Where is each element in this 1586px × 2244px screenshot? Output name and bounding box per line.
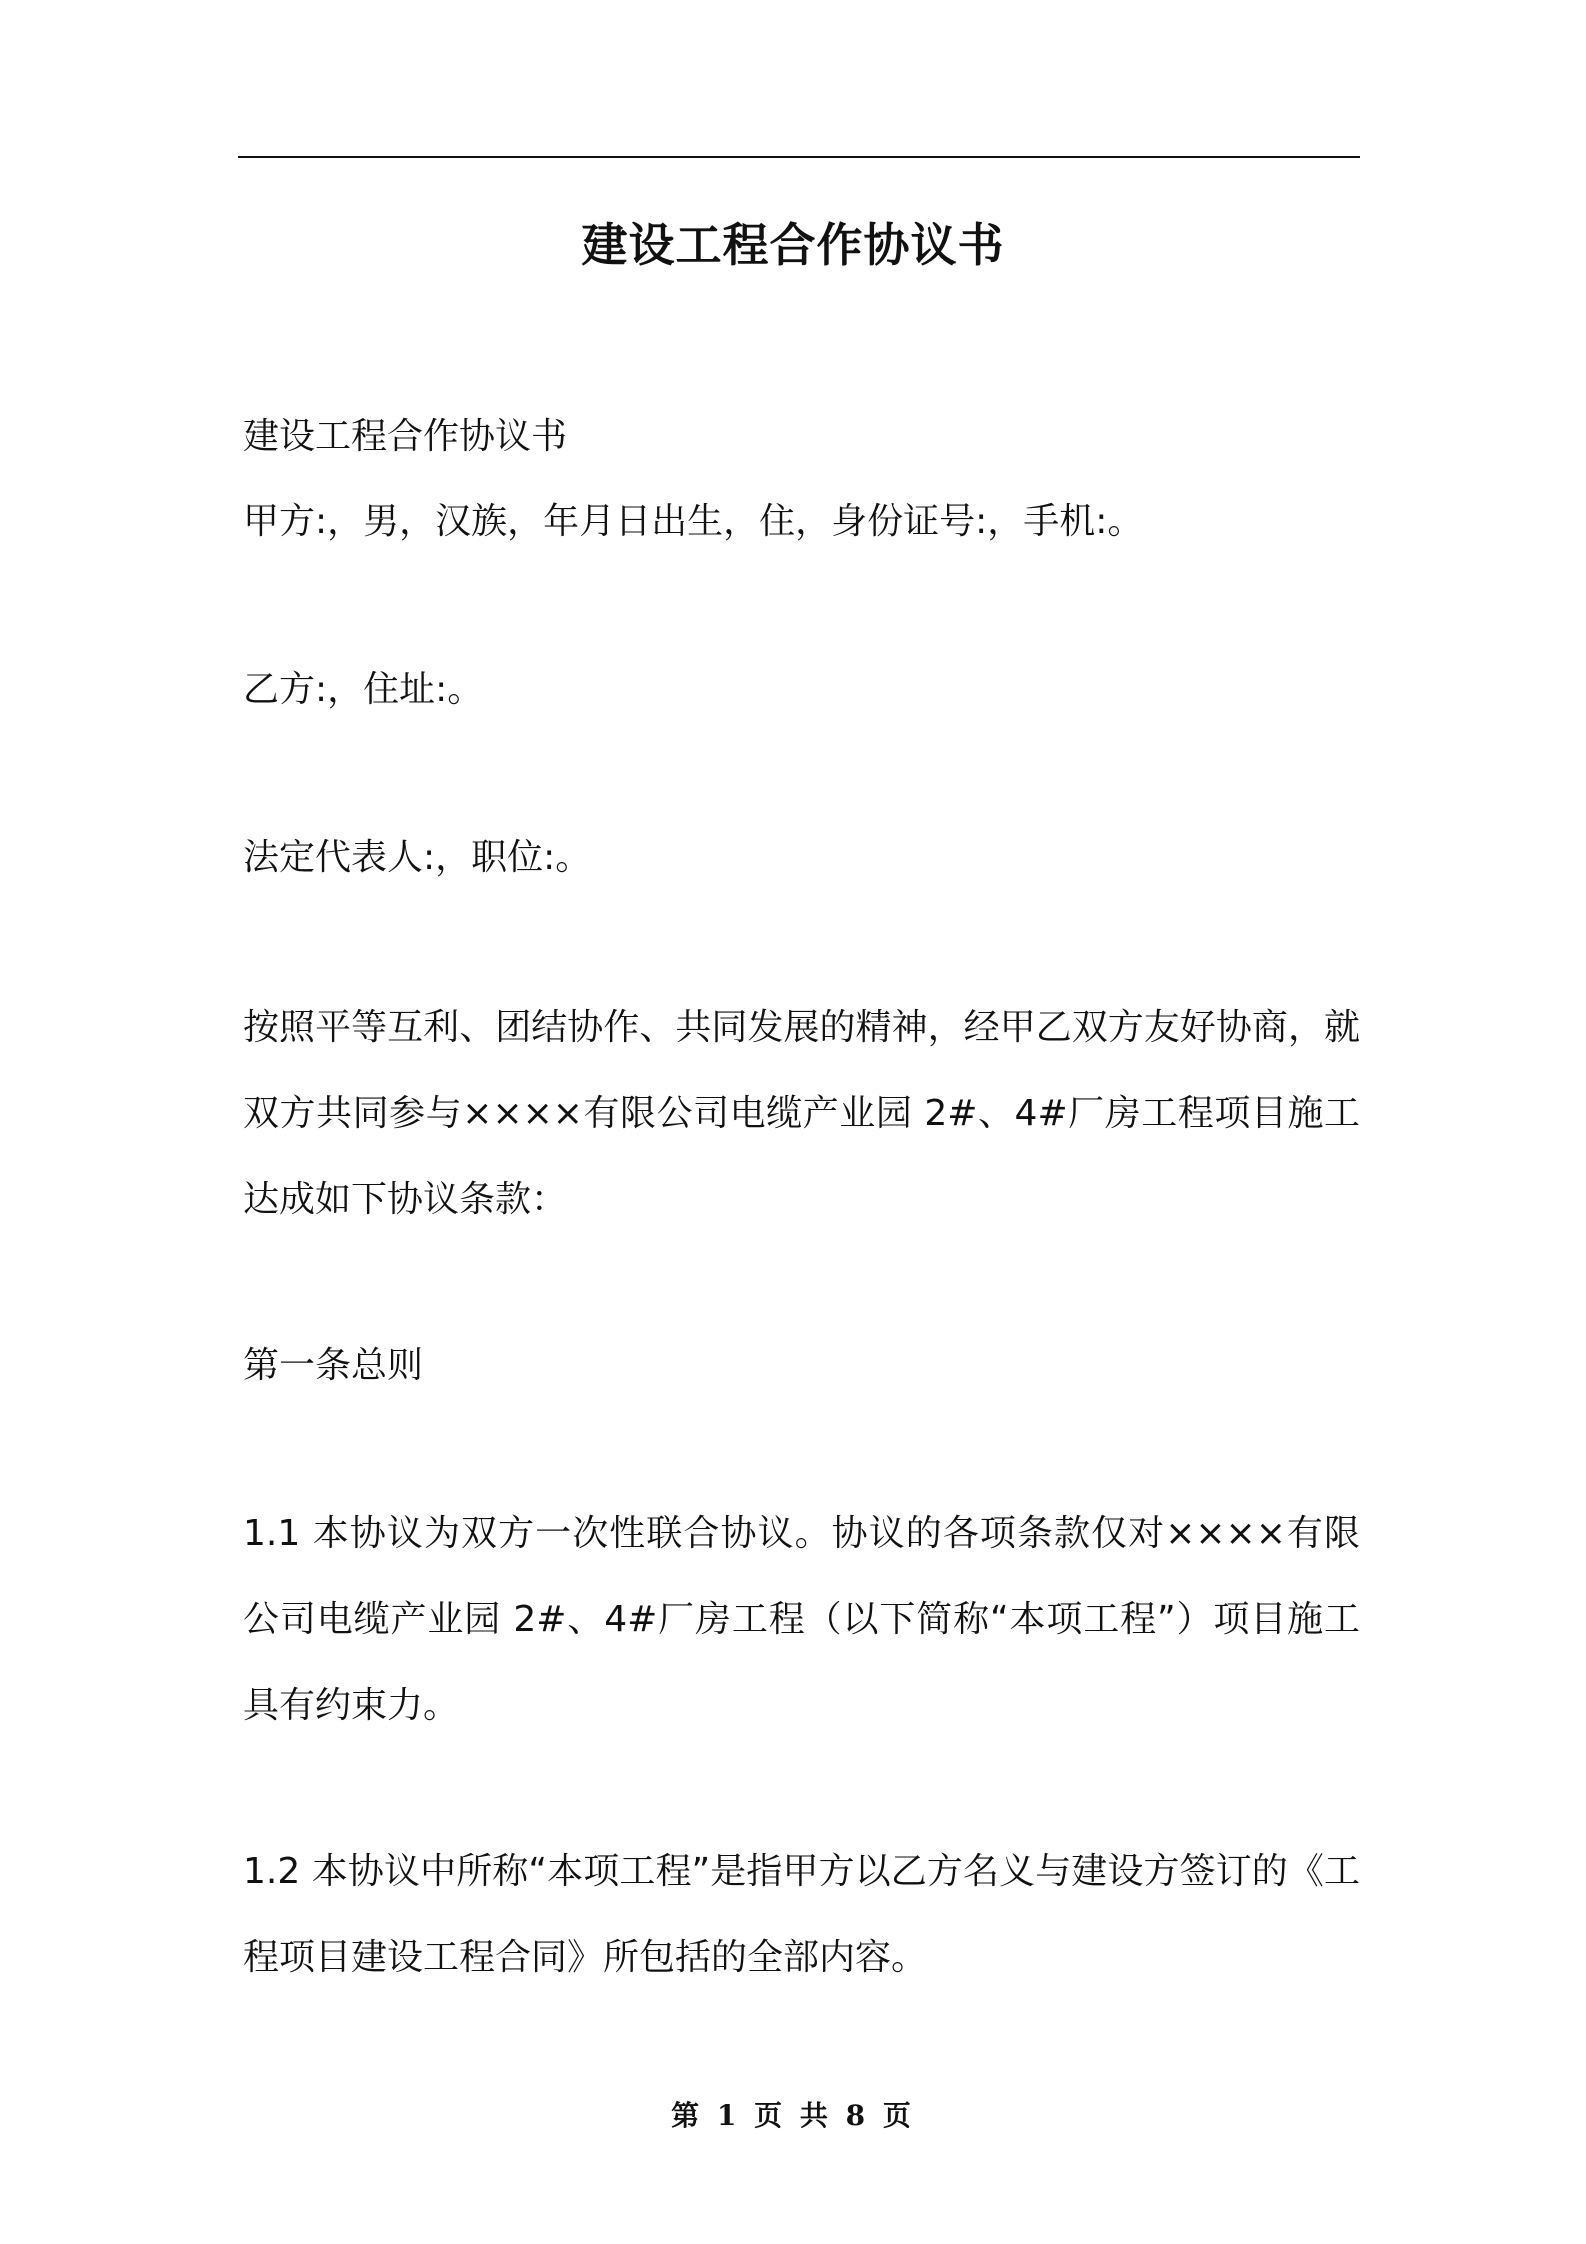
- article-1-heading: 第一条总则: [243, 1345, 424, 1386]
- legal-representative-paragraph: 法定代表人:，职位:。: [243, 837, 592, 878]
- page-number: 第 1 页 共 8 页: [671, 2099, 915, 2132]
- document-title: 建设工程合作协议书: [581, 218, 1005, 272]
- subtitle-paragraph: 建设工程合作协议书: [243, 416, 568, 457]
- party-a-paragraph: 甲方:，男，汉族，年月日出生，住，身份证号:，手机:。: [243, 501, 1144, 542]
- party-b-paragraph: 乙方:，住址:。: [243, 669, 484, 710]
- header-divider: [238, 156, 1360, 158]
- clause-1-2-paragraph: 1.2 本协议中所称“本项工程”是指甲方以乙方名义与建设方签订的《工程项目建设工程合同》所包括的全部内容。: [243, 1851, 1360, 1978]
- clause-1-1-paragraph: 1.1 本协议为双方一次性联合协议。协议的各项条款仅对××××有限公司电缆产业园 2#、4#厂房工程（以下简称“本项工程”）项目施工具有约束力。: [243, 1513, 1360, 1726]
- preamble-paragraph: 按照平等互利、团结协作、共同发展的精神，经甲乙双方友好协商，就双方共同参与××××有限公司电缆产业园 2#、4#厂房工程项目施工达成如下协议条款：: [243, 1007, 1360, 1220]
